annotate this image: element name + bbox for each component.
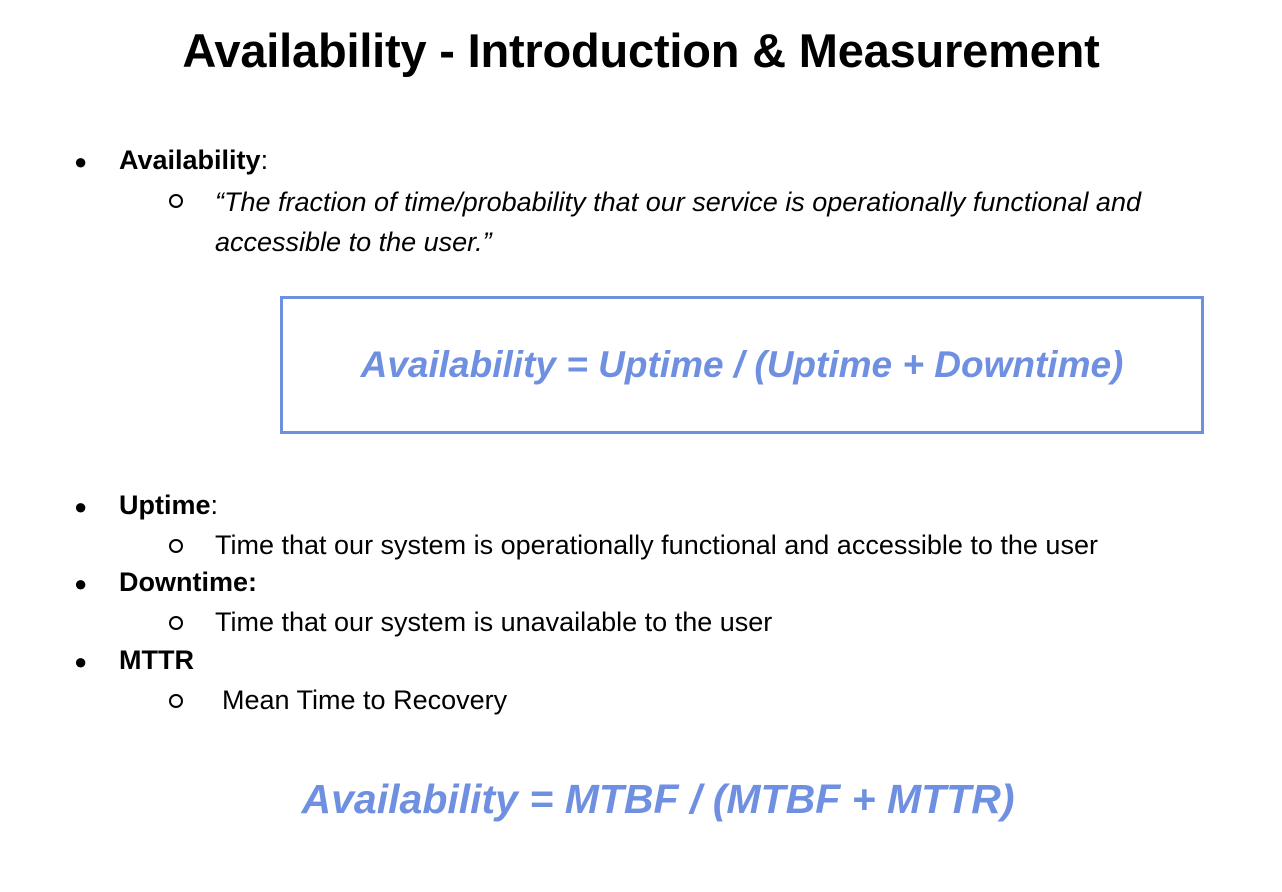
sub-bullet-circle-icon — [169, 694, 183, 708]
availability-mtbf-formula: Availability = MTBF / (MTBF + MTTR) — [301, 776, 1015, 822]
mttr-definition: Mean Time to Recovery — [222, 685, 508, 715]
availability-uptime-formula: Availability = Uptime / (Uptime + Downtime) — [360, 344, 1124, 385]
term-availability-colon: : — [260, 145, 269, 175]
bullet-dot-uptime: ● — [74, 494, 88, 519]
page-title: Availability - Introduction & Measurement — [182, 24, 1100, 77]
availability-mtbf-formula-row — [0, 774, 1282, 824]
sub-bullet-circle-icon — [169, 539, 183, 553]
availability-definition-quote: “The fraction of time/probability that our service is operationally functional and accessible to the user.” — [215, 187, 1141, 257]
term-uptime-colon: : — [210, 490, 219, 520]
bullet-dot-downtime: ● — [74, 571, 88, 596]
bullet-uptime — [119, 488, 218, 522]
availability-formula-box — [280, 296, 1204, 434]
bullet-availability — [119, 143, 268, 177]
bullet-dot-mttr: ● — [74, 649, 88, 674]
term-availability: Availability — [119, 145, 261, 175]
sub-bullet-circle-icon — [169, 616, 183, 630]
bullet-mttr — [119, 643, 194, 677]
bullet-dot-availability: ● — [74, 149, 88, 174]
term-mttr: MTTR — [119, 645, 194, 675]
term-downtime: Downtime: — [119, 567, 257, 597]
downtime-definition: Time that our system is unavailable to the user — [215, 607, 773, 637]
term-uptime: Uptime — [119, 490, 211, 520]
bullet-downtime — [119, 565, 257, 599]
uptime-definition: Time that our system is operationally functional and accessible to the user — [215, 530, 1098, 560]
sub-bullet-circle-icon — [169, 194, 183, 208]
